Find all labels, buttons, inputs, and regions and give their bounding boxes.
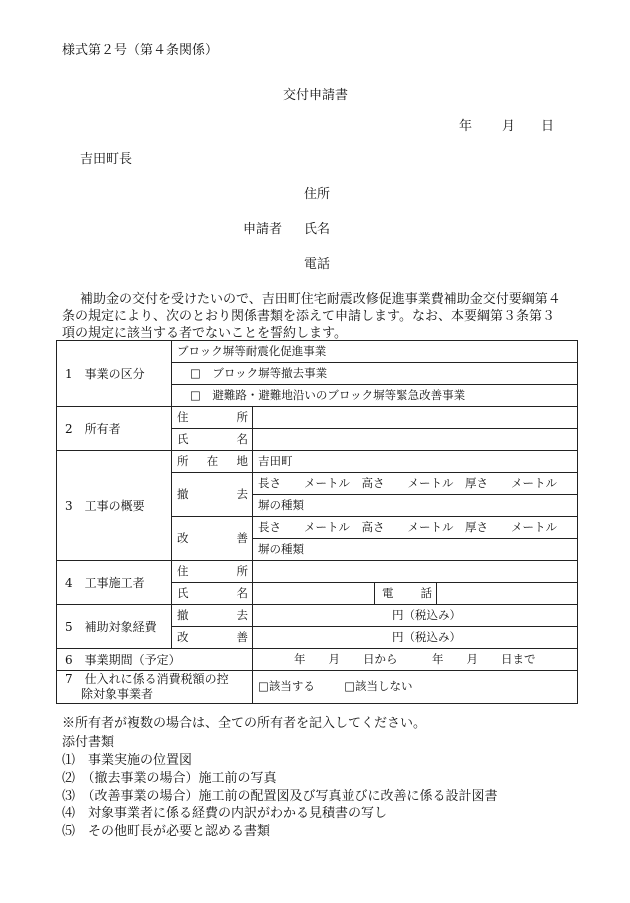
contractor-phone-field[interactable] [437,583,578,605]
applicant-label: 申請者 [243,222,283,237]
cost-removal-label: 撤 去 [172,605,253,627]
date-year: 年 [459,119,473,134]
removal-dimensions[interactable]: 長さ メートル 高さ メートル 厚さ メートル [253,473,578,495]
cost-improvement-label: 改 善 [172,627,253,649]
owner-header: 2 所有者 [57,407,172,451]
improvement-dimensions[interactable]: 長さ メートル 高さ メートル 厚さ メートル [253,517,578,539]
attachments-title: 添付書類 [62,735,115,750]
cost-header: 5 補助対象経費 [57,605,172,649]
attachment-item: ⑴ 事業実施の位置図 [62,753,193,768]
document-title: 交付申請書 [283,88,349,103]
category-option-evacuation[interactable]: □ 避難路・避難地沿いのブロック塀等緊急改善事業 [172,385,578,407]
category-main: ブロック塀等耐震化促進事業 [172,341,578,363]
location-label: 所 在 地 [172,451,253,473]
category-option-removal[interactable]: □ ブロック塀等撤去事業 [172,363,578,385]
applicant-address-label: 住所 [304,187,331,202]
period-field[interactable]: 年 月 日から 年 月 日まで [253,649,578,671]
attachment-item: ⑵ （撤去事業の場合）施工前の写真 [62,771,277,786]
applicant-phone-label: 電話 [304,257,331,272]
addressee: 吉田町長 [80,152,133,167]
contractor-phone-label: 電 話 [375,583,437,605]
tax-header: 7 仕入れに係る消費税額の控 除対象事業者 [57,671,253,704]
cost-removal-field[interactable]: 円（税込み） [253,605,578,627]
improvement-wall-type[interactable]: 塀の種類 [253,539,578,561]
location-field[interactable]: 吉田町 [253,451,578,473]
owner-address-field[interactable] [253,407,578,429]
body-text-1: 補助金の交付を受けたいので、吉田町住宅耐震改修促進事業費補助金交付要綱第４ [80,292,561,307]
category-header: 1 事業の区分 [57,341,172,407]
improvement-label: 改 善 [172,517,253,561]
tax-no-checkbox[interactable]: □該当しない [344,679,413,694]
applicant-name-label: 氏名 [304,222,331,237]
removal-label: 撤 去 [172,473,253,517]
owner-name-field[interactable] [253,429,578,451]
attachment-item: ⑸ その他町長が必要と認める書類 [62,824,271,839]
removal-wall-type[interactable]: 塀の種類 [253,495,578,517]
tax-yes-checkbox[interactable]: □該当する [258,679,315,694]
period-header: 6 事業期間（予定） [57,649,253,671]
work-summary-header: 3 工事の概要 [57,451,172,561]
date-day: 日 [541,119,555,134]
owner-note: ※所有者が複数の場合は、全ての所有者を記入してください。 [62,716,427,731]
form-number: 様式第２号（第４条関係） [62,43,219,58]
application-table [56,340,578,704]
contractor-name-label: 氏 名 [172,583,253,605]
cost-improvement-field[interactable]: 円（税込み） [253,627,578,649]
tax-field[interactable] [253,671,578,704]
contractor-address-field[interactable] [253,561,578,583]
contractor-header: 4 工事施工者 [57,561,172,605]
contractor-address-label: 住 所 [172,561,253,583]
owner-address-label: 住 所 [172,407,253,429]
body-text-3: 項の規定に該当する者でないことを誓約します。 [62,326,347,341]
attachment-item: ⑶ （改善事業の場合）施工前の配置図及び写真並びに改善に係る設計図書 [62,789,498,804]
owner-name-label: 氏 名 [172,429,253,451]
contractor-name-field[interactable] [253,583,375,605]
body-text-2: 条の規定により、次のとおり関係書類を添えて申請します。なお、本要綱第３条第３ [62,309,555,324]
date-month: 月 [502,119,516,134]
attachment-item: ⑷ 対象事業者に係る経費の内訳がわかる見積書の写し [62,806,388,821]
